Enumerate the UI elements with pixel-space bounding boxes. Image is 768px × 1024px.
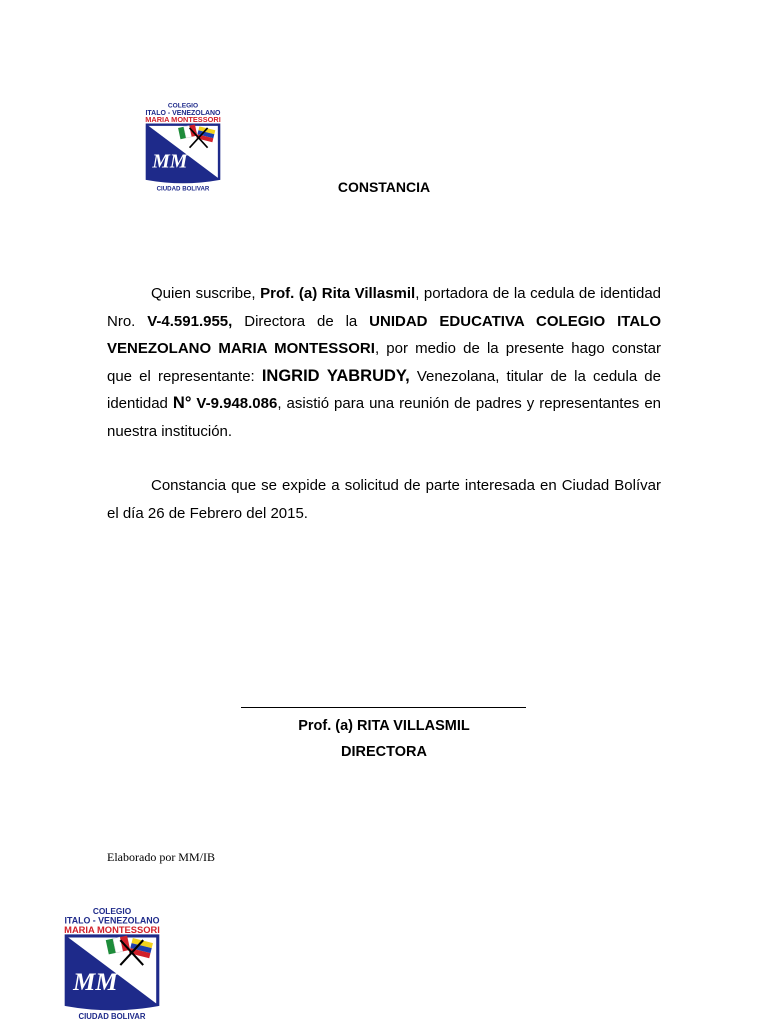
body-paragraph-2: Constancia que se expide a solicitud de parte interesada en Ciudad Bolívar el día 26 de Febrero del 2015. bbox=[107, 477, 661, 522]
signature-role: DIRECTORA bbox=[341, 744, 427, 760]
logo-line1: COLEGIO bbox=[167, 102, 199, 110]
representative-id: V-9.948.086 bbox=[191, 395, 278, 413]
logo-line3: MARIA MONTESSORI bbox=[145, 115, 221, 125]
logo-initials: MM bbox=[73, 969, 118, 997]
signature-name: Prof. (a) RITA VILLASMIL bbox=[298, 718, 470, 734]
p1-text-6: , asistió para una reunión de padres y representantes en nuestra institución. bbox=[107, 395, 662, 440]
p1-text-4: , por medio de la presente hago constar que el representante: bbox=[107, 340, 662, 385]
p1-text-1: Quien suscribe, bbox=[151, 285, 261, 302]
signer-id: V-4.591.955, bbox=[147, 312, 233, 330]
signature-line bbox=[241, 707, 526, 708]
footer-note: Elaborado por MM/IB bbox=[107, 850, 215, 864]
logo-line1: COLEGIO bbox=[92, 906, 132, 917]
id-number-sign: N° bbox=[172, 394, 192, 413]
logo-line2: ITALO - VENEZOLANO bbox=[145, 109, 221, 117]
signer-name: Prof. (a) Rita Villasmil bbox=[260, 285, 416, 302]
logo-city: CIUDAD BOLIVAR bbox=[156, 185, 210, 192]
document-title: CONSTANCIA bbox=[337, 179, 431, 195]
p1-text-3: Directora de la bbox=[232, 312, 370, 330]
p1-text-2: , portadora de la cedula de identidad Nro. bbox=[107, 285, 662, 330]
logo-line2: ITALO - VENEZOLANO bbox=[64, 915, 160, 926]
institution-name: UNIDAD EDUCATIVA COLEGIO ITALO VENEZOLANO MARIA MONTESSORI bbox=[107, 312, 661, 358]
logo-city: CIUDAD BOLIVAR bbox=[78, 1012, 146, 1022]
p1-text-5: Venezolana, titular de la cedula de identidad bbox=[107, 367, 661, 413]
logo-line3: MARIA MONTESSORI bbox=[64, 924, 160, 935]
logo-initials: MM bbox=[152, 150, 188, 173]
school-logo-bottom bbox=[60, 904, 164, 1022]
representative-name: INGRID YABRUDY, bbox=[261, 366, 410, 385]
school-crest-icon bbox=[60, 904, 164, 1022]
body-paragraph-1 bbox=[107, 280, 661, 446]
